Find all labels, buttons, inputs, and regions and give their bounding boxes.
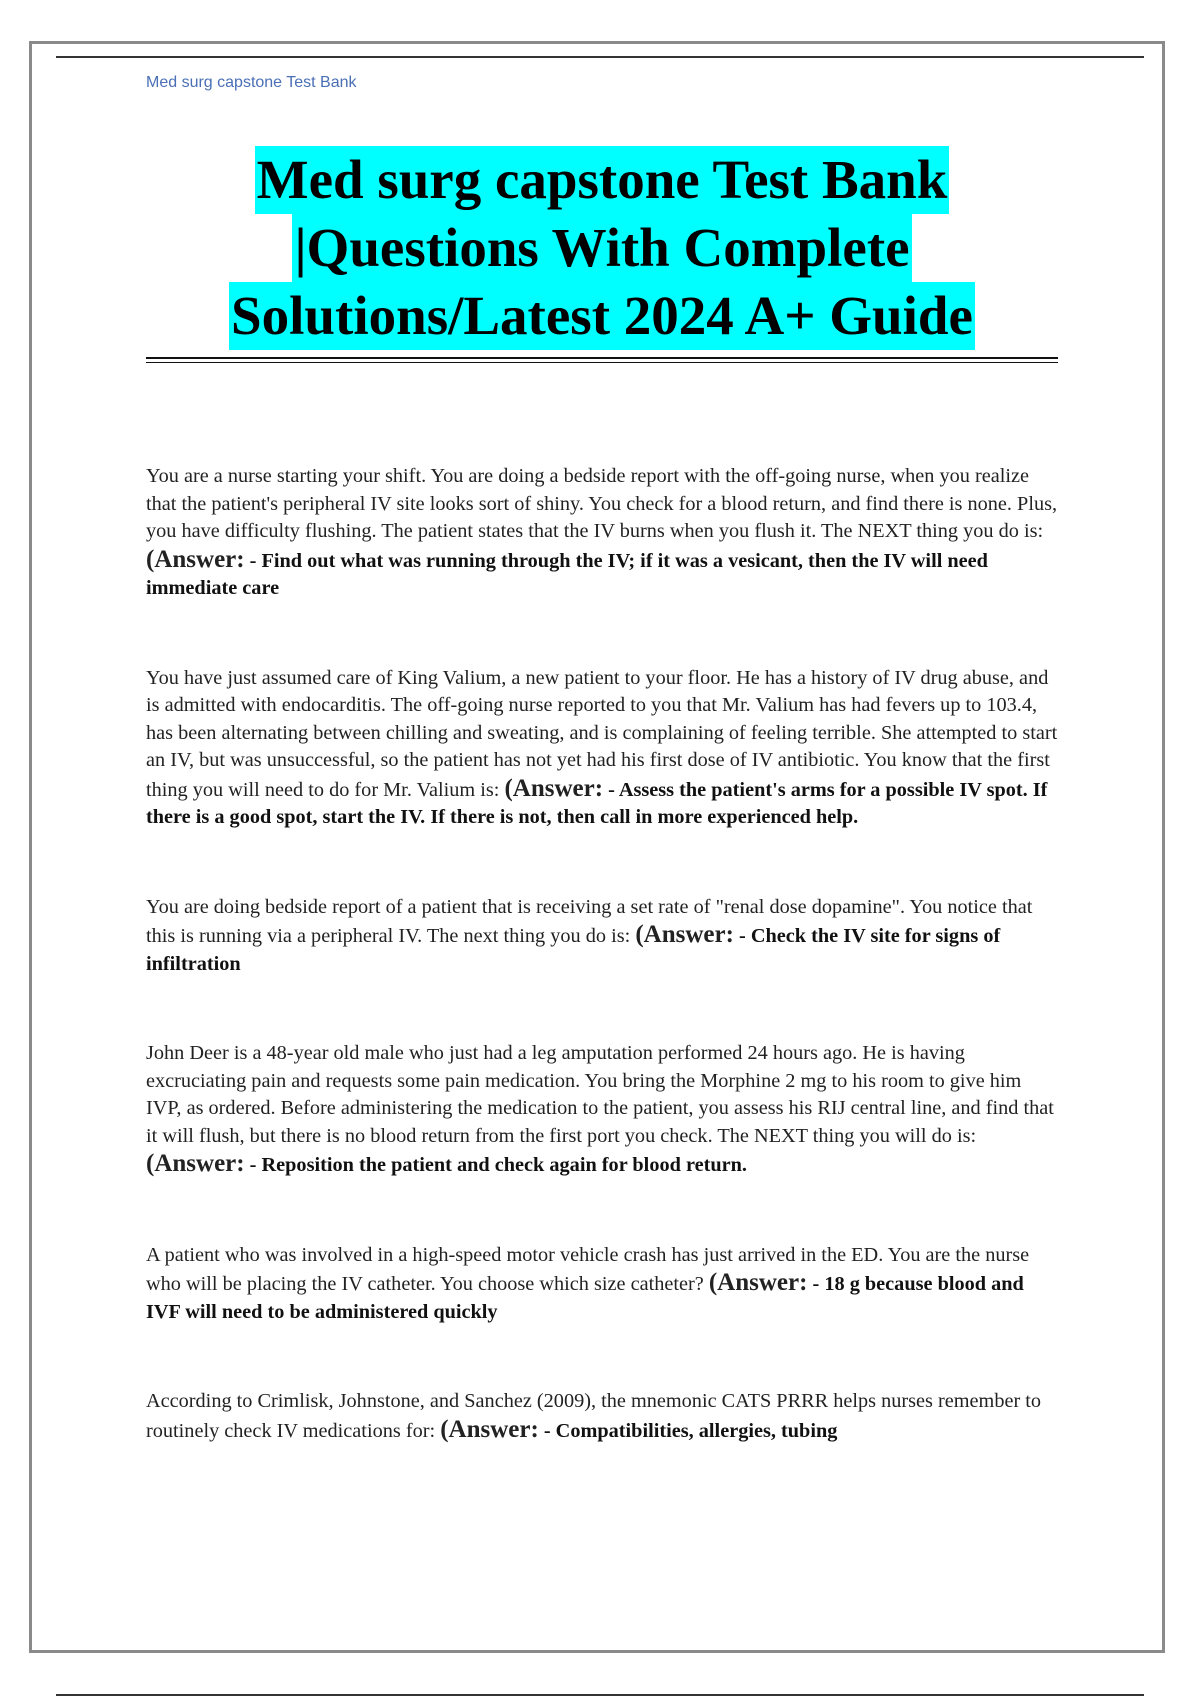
answer-text: - Check the IV site for signs of infiltration [146,925,1001,975]
title-line-1: Med surg capstone Test Bank [255,146,950,214]
answer-text: - Reposition the patient and check again for blood return. [249,1154,747,1176]
title-line-3: Solutions/Latest 2024 A+ Guide [229,282,975,350]
qa-list [146,463,1058,1445]
bottom-rule [56,1694,1144,1696]
answer-label: (Answer: [146,1150,245,1177]
answer-label: (Answer: [504,774,604,802]
qa-item [146,894,1058,979]
qa-item [146,665,1058,832]
title-line-2: |Questions With Complete [292,214,911,282]
question-text: You have just assumed care of King Valium, a new patient to your floor. He has a history of IV drug abuse, and is admitted with endocarditis. The off-going nurse reported to you that Mr. Valium has had fevers up to 103.4, has been alternating between chilling and sweating, and is complaining of feeling terrible. She attempted to start an IV, but was unsuccessful, so the patient has not yet had his first dose of IV antibiotic. You know that the first thing you will need to do for Mr. Valium is: [146,666,1058,801]
answer-label: (Answer: [708,1269,808,1296]
answer-label: (Answer: [635,921,734,948]
answer-text: - Find out what was running through the IV; if it was a vesicant, then the IV will need immediate care [146,549,988,599]
question-text: A patient who was involved in a high-speed motor vehicle crash has just arrived in the ED. You are the nurse who will be placing the IV catheter. You choose which size catheter? [146,1243,1030,1295]
qa-item [146,463,1058,603]
title-underline [146,357,1058,363]
answer-label: (Answer: [440,1415,539,1443]
answer-text: - Compatibilities, allergies, tubing [543,1419,838,1442]
top-rule [56,56,1144,58]
question-text: John Deer is a 48-year old male who just had a leg amputation performed 24 hours ago. He is having excruciating pain and requests some pain medication. You bring the Morphine 2 mg to his room to give him IVP, as ordered. Before administering the medication to the patient, you assess his RIJ central line, and find that it will flush, but there is no blood return from the first port you check. The NEXT thing you will do is: [146,1042,1054,1147]
question-text: You are doing bedside report of a patient that is receiving a set rate of "renal dose dopamine". You notice that this is running via a peripheral IV. The next thing you do is: [146,895,1033,947]
document-title [146,146,1058,350]
answer-text: - Assess the patient's arms for a possible IV spot. If there is a good spot, start the IV. If there is not, then call in more experienced help. [146,778,1048,828]
qa-item [146,1242,1058,1327]
answer-label: (Answer: [146,545,245,573]
question-text: According to Crimlisk, Johnstone, and Sanchez (2009), the mnemonic CATS PRRR helps nurses remember to routinely check IV medications for: [146,1390,1042,1442]
qa-item [146,1388,1058,1445]
question-text: You are a nurse starting your shift. You are doing a bedside report with the off-going nurse, when you realize that the patient's peripheral IV site looks sort of shiny. You check for a blood return, and find there is none. Plus, you have difficulty flushing. The patient states that the IV burns when you flush it. The NEXT thing you do is: [146,465,1058,542]
answer-text: - 18 g because blood and IVF will need to be administered quickly [146,1273,1024,1323]
qa-item [146,1040,1058,1180]
running-header: Med surg capstone Test Bank [146,74,357,91]
